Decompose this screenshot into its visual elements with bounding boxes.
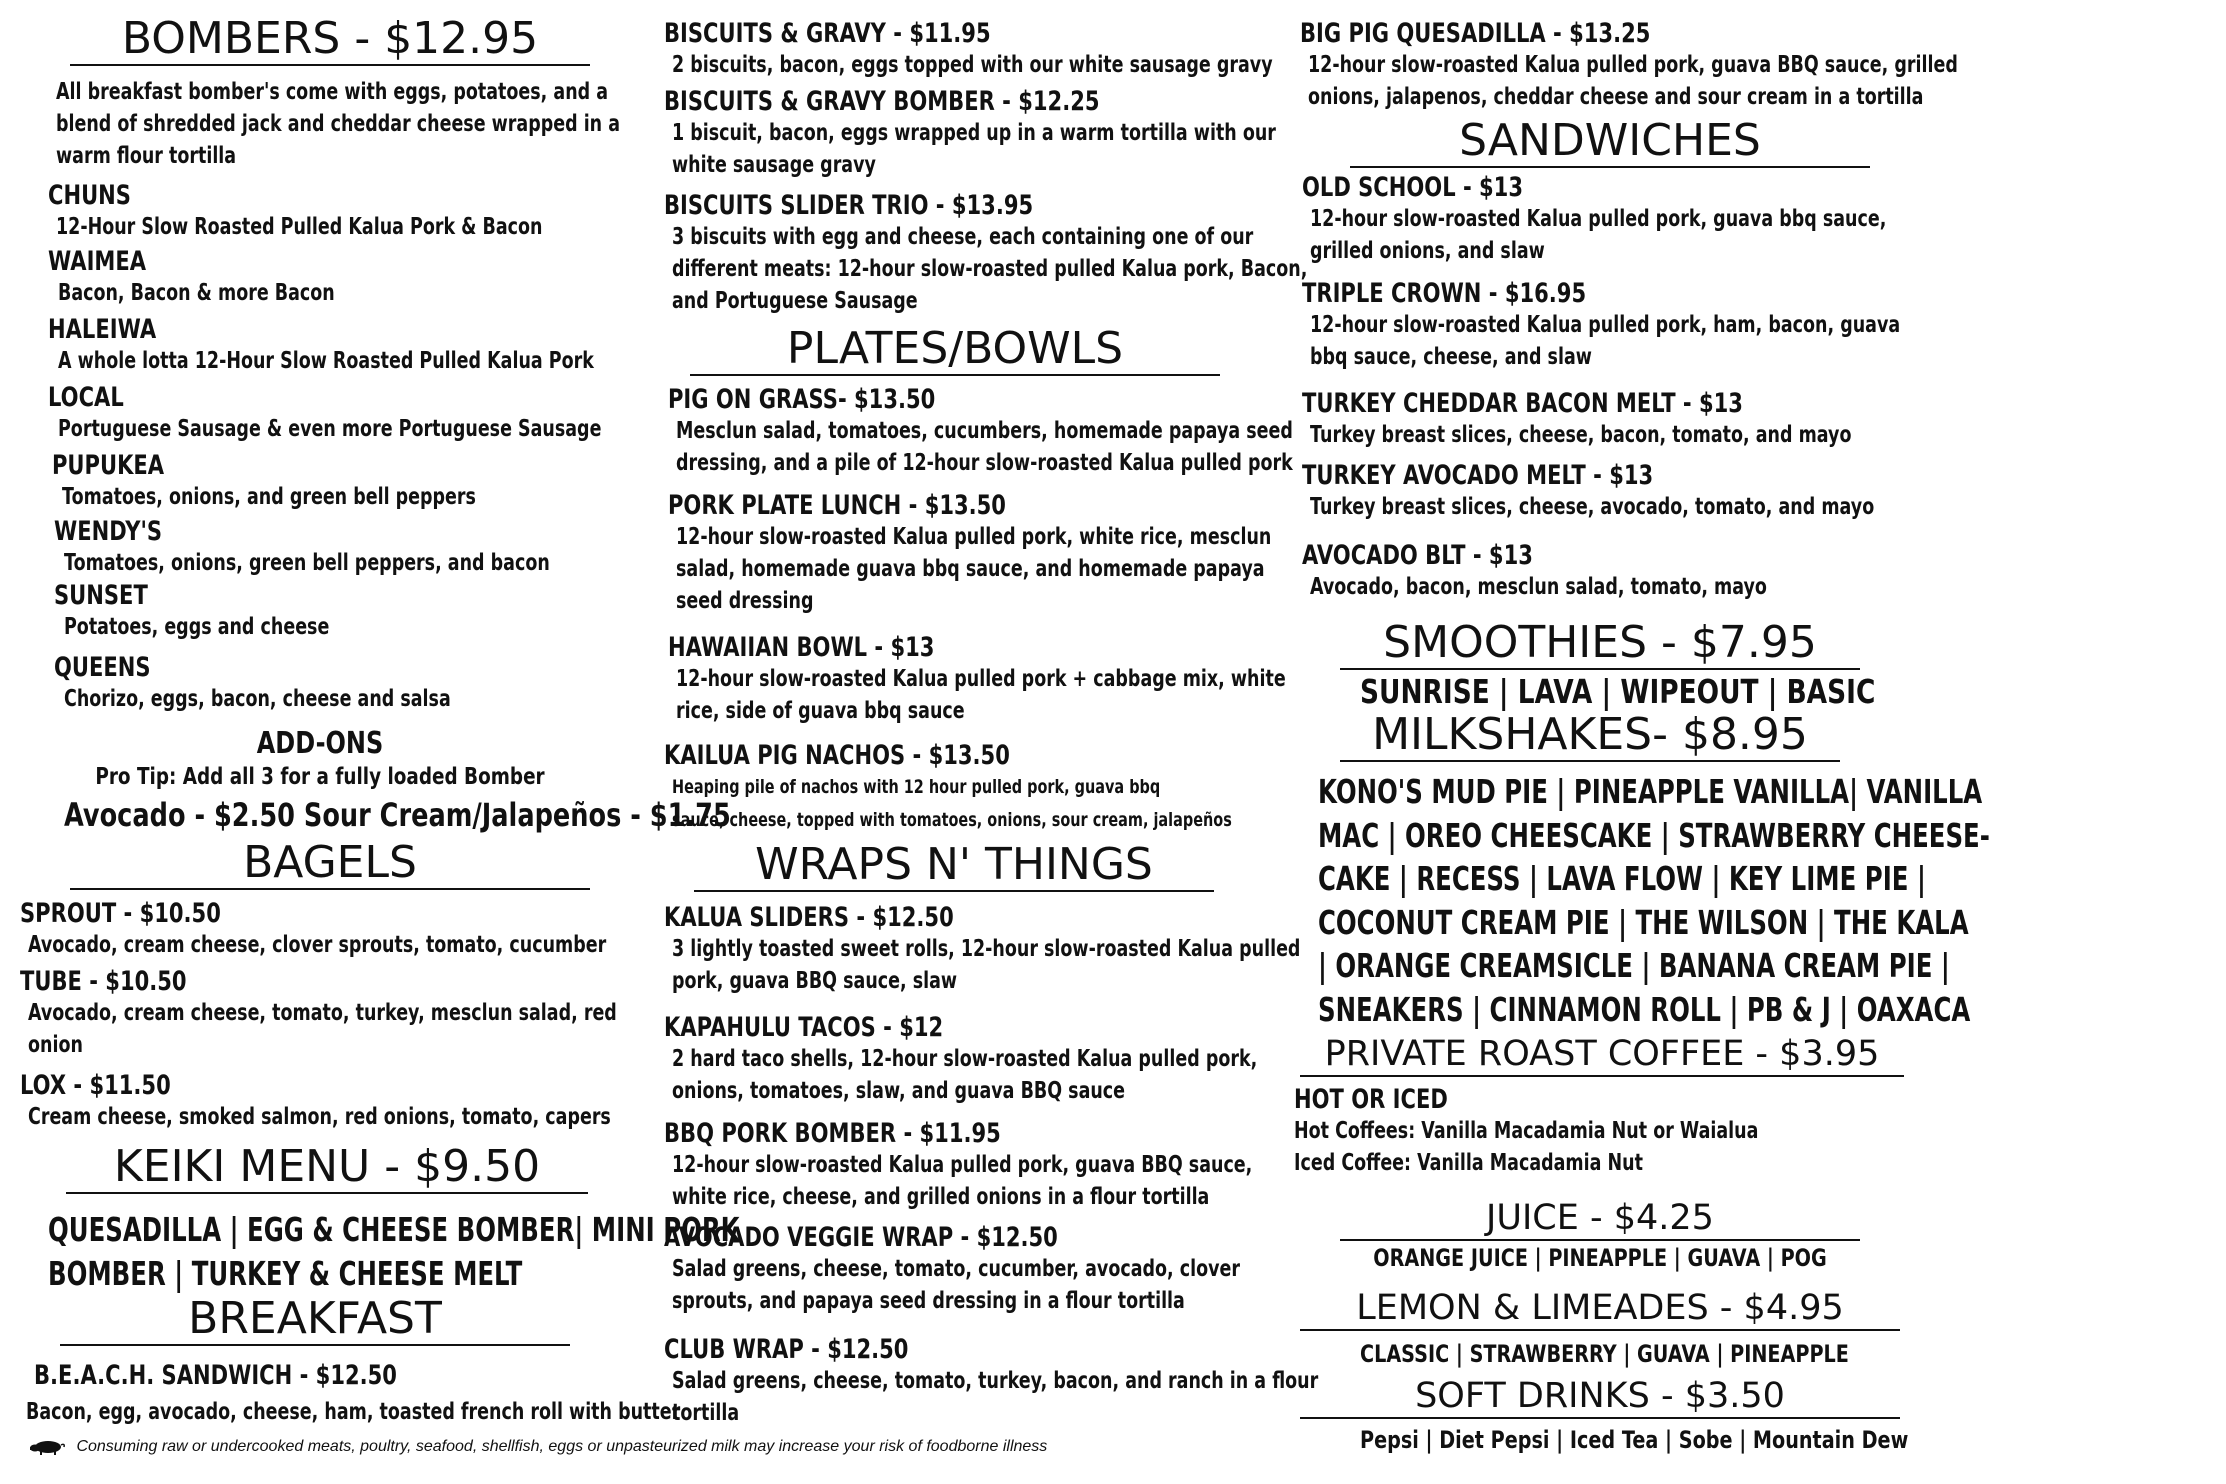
soft-drinks-flavors: Pepsi | Diet Pepsi | Iced Tea | Sobe | Mountain Dew <box>1360 1426 1909 1454</box>
pork-plate-lunch-desc-2: salad, homemade guava bbq sauce, and homemade papaya <box>676 556 1265 583</box>
club-wrap-desc-1: Salad greens, cheese, tomato, turkey, bacon, and ranch in a flour <box>672 1368 1319 1395</box>
kalua-sliders-desc-1: 3 lightly toasted sweet rolls, 12-hour slow-roasted Kalua pulled <box>672 936 1301 963</box>
avocado-blt-desc: Avocado, bacon, mesclun salad, tomato, mayo <box>1310 574 1767 601</box>
biscuits-gravy-bomber-desc-1: 1 biscuit, bacon, eggs wrapped up in a warm tortilla with our <box>672 120 1276 147</box>
kailua-pig-nachos-desc-2: sauce, cheese, topped with tomatoes, onions, sour cream, jalapeños <box>672 809 1232 832</box>
pig-on-grass-desc-1: Mesclun salad, tomatoes, cucumbers, homemade papaya seed <box>676 418 1293 445</box>
bagel-sprout-desc: Avocado, cream cheese, clover sprouts, tomato, cucumber <box>28 932 607 959</box>
biscuits-slider-trio-desc-2: different meats: 12-hour slow-roasted pulled Kalua pork, Bacon, <box>672 256 1308 283</box>
old-school-desc-2: grilled onions, and slaw <box>1310 238 1545 265</box>
hawaiian-bowl-desc-2: rice, side of guava bbq sauce <box>676 698 965 725</box>
coffee-hot: Hot Coffees: Vanilla Macadamia Nut or Waialua <box>1294 1118 1759 1145</box>
avocado-veggie-wrap-desc-1: Salad greens, cheese, tomato, cucumber, avocado, clover <box>672 1256 1240 1283</box>
big-pig-quesadilla-desc-2: onions, jalapenos, cheddar cheese and sour cream in a tortilla <box>1308 84 1924 111</box>
sandwiches-title: SANDWICHES <box>1350 118 1870 168</box>
footer-warning-row <box>26 1438 1047 1456</box>
breakfast-title: BREAKFAST <box>60 1296 570 1346</box>
turkey-avocado-melt-name: TURKEY AVOCADO MELT - $13 <box>1302 460 1654 491</box>
milkshakes-line-4: COCONUT CREAM PIE | THE WILSON | THE KALA <box>1318 902 1969 942</box>
biscuits-gravy-bomber-name: BISCUITS & GRAVY BOMBER - $12.25 <box>664 86 1100 117</box>
hawaiian-bowl-name: HAWAIIAN BOWL - $13 <box>668 632 935 663</box>
kailua-pig-nachos-name: KAILUA PIG NACHOS - $13.50 <box>664 740 1010 771</box>
turkey-cheddar-bacon-melt-name: TURKEY CHEDDAR BACON MELT - $13 <box>1302 388 1743 419</box>
keiki-title: KEIKI MENU - $9.50 <box>66 1144 588 1194</box>
plates-title: PLATES/BOWLS <box>690 326 1220 376</box>
bbq-pork-bomber-desc-1: 12-hour slow-roasted Kalua pulled pork, guava BBQ sauce, <box>672 1152 1253 1179</box>
bomber-sunset-desc: Potatoes, eggs and cheese <box>64 614 330 641</box>
bagel-lox-name: LOX - $11.50 <box>20 1070 171 1101</box>
pig-on-grass-desc-2: dressing, and a pile of 12-hour slow-roasted Kalua pulled pork <box>676 450 1293 477</box>
big-pig-quesadilla-name: BIG PIG QUESADILLA - $13.25 <box>1300 18 1651 49</box>
milkshakes-title: MILKSHAKES- $8.95 <box>1340 712 1840 762</box>
bbq-pork-bomber-name: BBQ PORK BOMBER - $11.95 <box>664 1118 1001 1149</box>
pig-on-grass-name: PIG ON GRASS- $13.50 <box>668 384 936 415</box>
keiki-line-1: QUESADILLA | EGG & CHEESE BOMBER| MINI PORK <box>48 1210 740 1249</box>
biscuits-gravy-name: BISCUITS & GRAVY - $11.95 <box>664 18 991 49</box>
kapahulu-tacos-desc-1: 2 hard taco shells, 12-hour slow-roasted Kalua pulled pork, <box>672 1046 1258 1073</box>
bombers-intro-3: warm flour tortilla <box>56 143 237 170</box>
triple-crown-desc-1: 12-hour slow-roasted Kalua pulled pork, ham, bacon, guava <box>1310 312 1901 339</box>
avocado-blt-name: AVOCADO BLT - $13 <box>1302 540 1533 571</box>
bomber-haleiwa-name: HALEIWA <box>48 314 157 345</box>
bomber-chuns-desc: 12-Hour Slow Roasted Pulled Kalua Pork & Bacon <box>56 214 543 241</box>
lemon-title: LEMON & LIMEADES - $4.95 <box>1300 1290 1900 1331</box>
beach-sandwich-name: B.E.A.C.H. SANDWICH - $12.50 <box>34 1360 397 1391</box>
juice-flavors: ORANGE JUICE | PINEAPPLE | GUAVA | POG <box>1373 1244 1827 1272</box>
bombers-title: BOMBERS - $12.95 <box>70 16 590 66</box>
coffee-title: PRIVATE ROAST COFFEE - $3.95 <box>1300 1036 1904 1077</box>
hawaiian-bowl-desc-1: 12-hour slow-roasted Kalua pulled pork + cabbage mix, white <box>676 666 1286 693</box>
addons-prices: Avocado - $2.50 Sour Cream/Jalapeños - $1.75 <box>64 796 731 834</box>
turkey-cheddar-bacon-melt-desc: Turkey breast slices, cheese, bacon, tomato, and mayo <box>1310 422 1852 449</box>
biscuits-slider-trio-name: BISCUITS SLIDER TRIO - $13.95 <box>664 190 1034 221</box>
bomber-sunset-name: SUNSET <box>54 580 148 611</box>
footer-warning-text: Consuming raw or undercooked meats, poultry, seafood, shellfish, eggs or unpasteurized milk may increase your risk of foodborne illness <box>76 1438 1048 1455</box>
lemon-flavors: CLASSIC | STRAWBERRY | GUAVA | PINEAPPLE <box>1360 1340 1849 1368</box>
bomber-wendys-name: WENDY'S <box>54 516 163 547</box>
bagel-tube-name: TUBE - $10.50 <box>20 966 187 997</box>
bagels-title: BAGELS <box>70 840 590 890</box>
addons-tip: Pro Tip: Add all 3 for a fully loaded Bomber <box>95 764 545 790</box>
pork-plate-lunch-desc-1: 12-hour slow-roasted Kalua pulled pork, white rice, mesclun <box>676 524 1272 551</box>
triple-crown-name: TRIPLE CROWN - $16.95 <box>1302 278 1587 309</box>
bomber-wendys-desc: Tomatoes, onions, green bell peppers, and bacon <box>64 550 550 577</box>
kalua-sliders-desc-2: pork, guava BBQ sauce, slaw <box>672 968 958 995</box>
pork-plate-lunch-desc-3: seed dressing <box>676 588 814 615</box>
milkshakes-line-1: KONO'S MUD PIE | PINEAPPLE VANILLA| VANILLA <box>1318 772 1983 811</box>
kapahulu-tacos-name: KAPAHULU TACOS - $12 <box>664 1012 944 1043</box>
biscuits-gravy-desc: 2 biscuits, bacon, eggs topped with our white sausage gravy <box>672 52 1273 79</box>
bagel-sprout-name: SPROUT - $10.50 <box>20 898 221 929</box>
old-school-desc-1: 12-hour slow-roasted Kalua pulled pork, guava bbq sauce, <box>1310 206 1887 233</box>
pork-plate-lunch-name: PORK PLATE LUNCH - $13.50 <box>668 490 1006 521</box>
avocado-veggie-wrap-name: AVOCADO VEGGIE WRAP - $12.50 <box>664 1222 1058 1253</box>
biscuits-gravy-bomber-desc-2: white sausage gravy <box>672 152 876 179</box>
bagel-tube-desc-2: onion <box>28 1032 83 1059</box>
milkshakes-line-6: SNEAKERS | CINNAMON ROLL | PB & J | OAXACA <box>1318 989 1971 1029</box>
bomber-pupukea-name: PUPUKEA <box>52 450 165 481</box>
bagel-tube-desc-1: Avocado, cream cheese, tomato, turkey, mesclun salad, red <box>28 1000 617 1027</box>
biscuits-slider-trio-desc-3: and Portuguese Sausage <box>672 288 918 315</box>
club-wrap-desc-2: tortilla <box>672 1400 740 1427</box>
club-wrap-name: CLUB WRAP - $12.50 <box>664 1334 909 1365</box>
milkshakes-line-2: MAC | OREO CHEESCAKE | STRAWBERRY CHEESE- <box>1318 815 1990 855</box>
bbq-pork-bomber-desc-2: white rice, cheese, and grilled onions in a flour tortilla <box>672 1184 1210 1211</box>
milkshakes-line-5: | ORANGE CREAMSICLE | BANANA CREAM PIE | <box>1318 946 1950 986</box>
bomber-local-name: LOCAL <box>48 382 124 413</box>
triple-crown-desc-2: bbq sauce, cheese, and slaw <box>1310 344 1592 371</box>
coffee-hot-or-iced: HOT OR ICED <box>1294 1084 1448 1115</box>
smoothies-flavors: SUNRISE | LAVA | WIPEOUT | BASIC <box>1360 672 1876 711</box>
milkshakes-line-3: CAKE | RECESS | LAVA FLOW | KEY LIME PIE | <box>1318 859 1926 899</box>
kailua-pig-nachos-desc-1: Heaping pile of nachos with 12 hour pulled pork, guava bbq <box>672 776 1161 799</box>
big-pig-quesadilla-desc-1: 12-hour slow-roasted Kalua pulled pork, guava BBQ sauce, grilled <box>1308 52 1958 79</box>
old-school-name: OLD SCHOOL - $13 <box>1302 172 1523 203</box>
bomber-queens-name: QUEENS <box>54 652 151 683</box>
bomber-haleiwa-desc: A whole lotta 12-Hour Slow Roasted Pulled Kalua Pork <box>58 348 594 375</box>
juice-title: JUICE - $4.25 <box>1340 1200 1860 1241</box>
pig-icon <box>26 1439 66 1455</box>
bomber-queens-desc: Chorizo, eggs, bacon, cheese and salsa <box>64 686 451 713</box>
kalua-sliders-name: KALUA SLIDERS - $12.50 <box>664 902 954 933</box>
bomber-local-desc: Portuguese Sausage & even more Portuguese Sausage <box>58 416 602 443</box>
bombers-intro-2: blend of shredded jack and cheddar cheese wrapped in a <box>56 111 621 138</box>
bomber-chuns-name: CHUNS <box>48 180 131 211</box>
bagel-lox-desc: Cream cheese, smoked salmon, red onions, tomato, capers <box>28 1104 611 1131</box>
bomber-pupukea-desc: Tomatoes, onions, and green bell peppers <box>62 484 476 511</box>
wraps-title: WRAPS N' THINGS <box>694 842 1214 892</box>
biscuits-slider-trio-desc-1: 3 biscuits with egg and cheese, each containing one of our <box>672 224 1254 251</box>
soft-drinks-title: SOFT DRINKS - $3.50 <box>1300 1378 1900 1419</box>
bombers-intro-1: All breakfast bomber's come with eggs, potatoes, and a <box>56 79 609 105</box>
coffee-iced: Iced Coffee: Vanilla Macadamia Nut <box>1294 1150 1643 1177</box>
keiki-line-2: BOMBER | TURKEY & CHEESE MELT <box>48 1253 523 1293</box>
kapahulu-tacos-desc-2: onions, tomatoes, slaw, and guava BBQ sauce <box>672 1078 1126 1105</box>
smoothies-title: SMOOTHIES - $7.95 <box>1340 620 1860 670</box>
addons-title: ADD-ONS <box>256 726 384 761</box>
turkey-avocado-melt-desc: Turkey breast slices, cheese, avocado, tomato, and mayo <box>1310 494 1875 521</box>
bomber-waimea-desc: Bacon, Bacon & more Bacon <box>58 280 335 307</box>
beach-sandwich-desc: Bacon, egg, avocado, cheese, ham, toasted french roll with butter <box>26 1399 681 1425</box>
bomber-waimea-name: WAIMEA <box>48 246 147 277</box>
avocado-veggie-wrap-desc-2: sprouts, and papaya seed dressing in a flour tortilla <box>672 1288 1185 1315</box>
